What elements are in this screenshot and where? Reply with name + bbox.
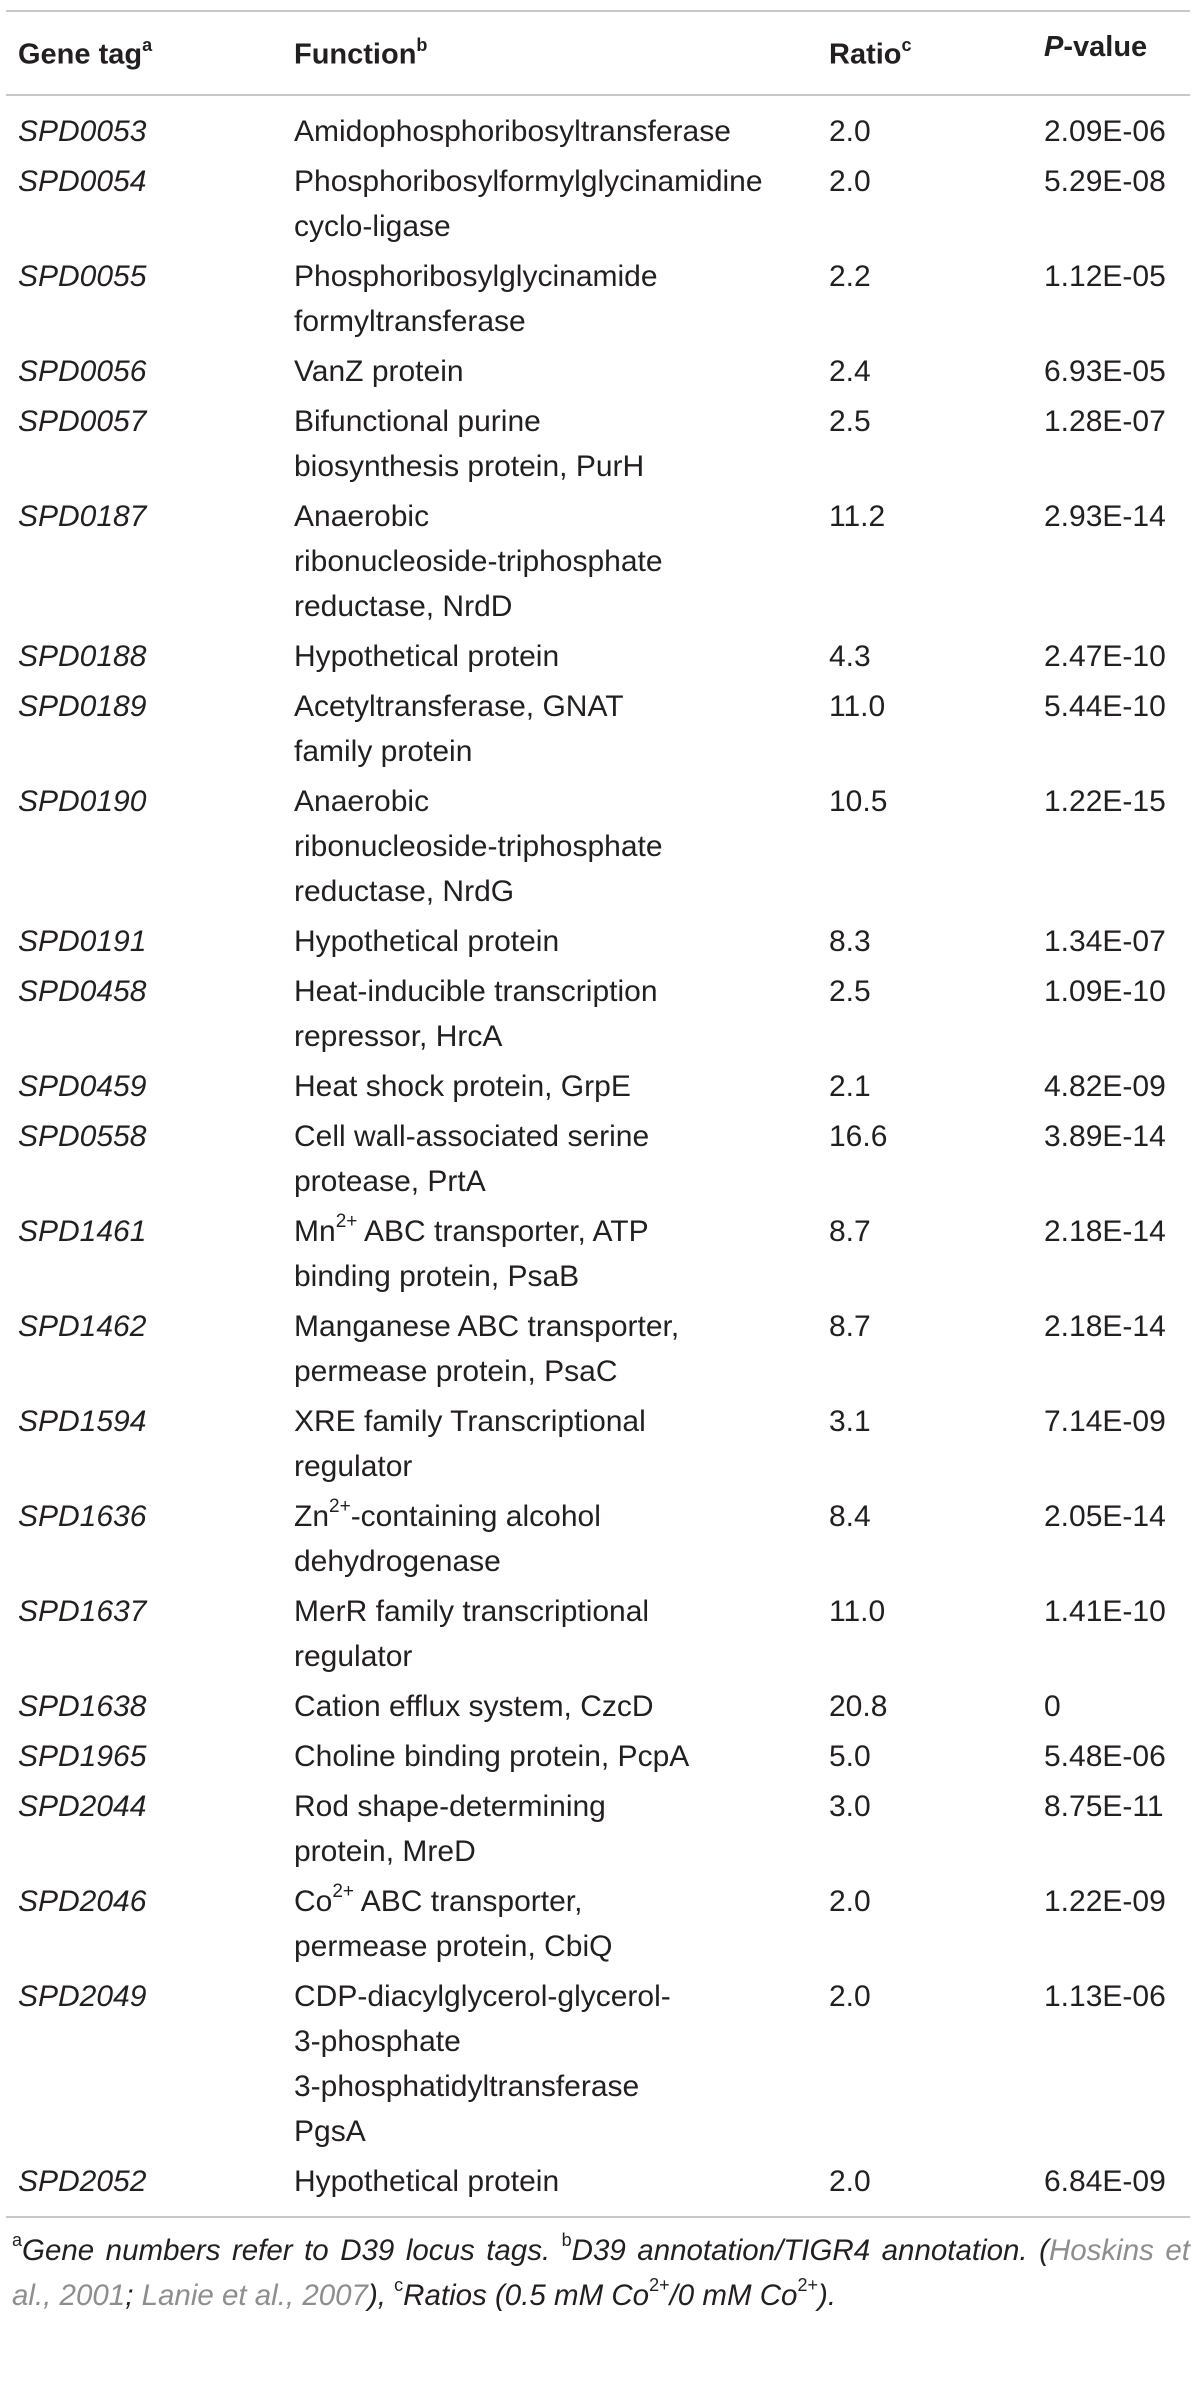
cell-function: Phosphoribosylformylglycinamidine cyclo-ligase xyxy=(294,164,763,243)
cell-p-value: 1.13E-06 xyxy=(1044,1979,1166,2013)
cell-p-value: 2.18E-14 xyxy=(1044,1214,1166,1248)
cell-gene-tag: SPD1594 xyxy=(18,1404,147,1438)
cell-gene-tag: SPD1461 xyxy=(18,1214,147,1248)
cell-p-value: 1.34E-07 xyxy=(1044,924,1166,958)
cell-gene-tag: SPD2052 xyxy=(18,2164,147,2198)
cell-function: Manganese ABC transporter, permease protein, PsaC xyxy=(294,1309,680,1388)
cell-gene-tag: SPD0187 xyxy=(18,499,147,533)
cell-ratio: 2.1 xyxy=(829,1069,871,1103)
table-row xyxy=(6,1494,1190,1589)
table-row xyxy=(6,494,1190,634)
cell-ratio: 8.3 xyxy=(829,924,871,958)
cell-function: Anaerobic ribonucleoside-triphosphate reductase, NrdG xyxy=(294,784,663,908)
cell-p-value: 1.28E-07 xyxy=(1044,404,1166,438)
cell-ratio: 20.8 xyxy=(829,1689,888,1723)
cell-p-value: 6.84E-09 xyxy=(1044,2164,1166,2198)
table-row xyxy=(6,2159,1190,2217)
cell-function: $Co^{2+}$ ABC transporter, permease protein, CbiQ xyxy=(294,1880,613,1963)
cell-p-value: 1.22E-09 xyxy=(1044,1884,1166,1918)
cell-gene-tag: SPD0191 xyxy=(18,924,147,958)
cell-ratio: 2.2 xyxy=(829,259,871,293)
table-row xyxy=(6,254,1190,349)
cell-p-value: 2.18E-14 xyxy=(1044,1309,1166,1343)
table-row xyxy=(6,159,1190,254)
cell-gene-tag: SPD1965 xyxy=(18,1739,147,1773)
cell-function: Phosphoribosylglycinamide formyltransferase xyxy=(294,259,658,338)
cell-ratio: 5.0 xyxy=(829,1739,871,1773)
cell-p-value: 1.22E-15 xyxy=(1044,784,1166,818)
cell-gene-tag: SPD0053 xyxy=(18,114,147,148)
cell-ratio: 3.0 xyxy=(829,1789,871,1823)
cell-function: Hypothetical protein xyxy=(294,924,560,958)
table-row xyxy=(6,779,1190,919)
cell-gene-tag: SPD1638 xyxy=(18,1689,147,1723)
cell-gene-tag: SPD0458 xyxy=(18,974,147,1008)
cell-function: XRE family Transcriptional regulator xyxy=(294,1404,646,1483)
cell-gene-tag: SPD0459 xyxy=(18,1069,147,1103)
cell-p-value: 2.47E-10 xyxy=(1044,639,1166,673)
cell-function: MerR family transcriptional regulator xyxy=(294,1594,650,1673)
table-row xyxy=(6,1974,1190,2159)
table-row xyxy=(6,634,1190,684)
table-row xyxy=(6,349,1190,399)
cell-p-value: 1.12E-05 xyxy=(1044,259,1166,293)
cell-ratio: 2.0 xyxy=(829,114,871,148)
cell-function: Choline binding protein, PcpA xyxy=(294,1739,690,1773)
cell-function: VanZ protein xyxy=(294,354,464,388)
cell-p-value: 2.93E-14 xyxy=(1044,499,1166,533)
table-row xyxy=(6,1064,1190,1114)
gene-expression-table xyxy=(6,10,1190,2218)
cell-gene-tag: SPD0054 xyxy=(18,164,147,198)
cell-gene-tag: SPD2049 xyxy=(18,1979,147,2013)
cell-function: Anaerobic ribonucleoside-triphosphate reductase, NrdD xyxy=(294,499,663,623)
table-row xyxy=(6,684,1190,779)
cell-p-value: 1.09E-10 xyxy=(1044,974,1166,1008)
table-row xyxy=(6,1684,1190,1734)
table-row xyxy=(6,1209,1190,1304)
footnote-marker-a: a xyxy=(142,35,153,55)
cell-function: $Mn^{2+}$ ABC transporter, ATP binding protein, PsaB xyxy=(294,1210,649,1293)
cell-p-value: 1.41E-10 xyxy=(1044,1594,1166,1628)
cell-p-value: 3.89E-14 xyxy=(1044,1119,1166,1153)
cell-p-value: 7.14E-09 xyxy=(1044,1404,1166,1438)
table-row xyxy=(6,919,1190,969)
table-row xyxy=(6,1304,1190,1399)
cell-ratio: 8.4 xyxy=(829,1499,871,1533)
cell-function: Hypothetical protein xyxy=(294,2164,560,2198)
table-row xyxy=(6,1784,1190,1879)
table-row xyxy=(6,969,1190,1064)
cell-gene-tag: SPD2044 xyxy=(18,1789,147,1823)
cell-p-value: 5.48E-06 xyxy=(1044,1739,1166,1773)
cell-gene-tag: SPD1462 xyxy=(18,1309,147,1343)
cell-ratio: 11.0 xyxy=(829,689,886,723)
table-row xyxy=(6,1589,1190,1684)
cell-ratio: 8.7 xyxy=(829,1309,871,1343)
cell-function: Hypothetical protein xyxy=(294,639,560,673)
cell-ratio: 4.3 xyxy=(829,639,871,673)
header-p-value: P-value xyxy=(1044,31,1148,63)
cell-gene-tag: SPD1636 xyxy=(18,1499,147,1533)
cell-gene-tag: SPD1637 xyxy=(18,1594,147,1628)
citation-lanie[interactable]: Lanie et al., 2007 xyxy=(141,2278,368,2312)
cell-function: Cell wall-associated serine protease, PrtA xyxy=(294,1119,650,1198)
cell-ratio: 11.0 xyxy=(829,1594,886,1628)
footnote-marker-c: c xyxy=(901,35,912,55)
cell-gene-tag: SPD0057 xyxy=(18,404,147,438)
cell-gene-tag: SPD0189 xyxy=(18,689,147,723)
cell-ratio: 11.2 xyxy=(829,499,886,533)
cell-ratio: 2.0 xyxy=(829,2164,871,2198)
table-row xyxy=(6,95,1190,159)
cell-ratio: 16.6 xyxy=(829,1119,888,1153)
table-row xyxy=(6,1879,1190,1974)
table-body xyxy=(6,95,1190,2217)
table-header xyxy=(6,11,1190,95)
cell-function: Heat-inducible transcription repressor, HrcA xyxy=(294,974,658,1053)
cell-ratio: 10.5 xyxy=(829,784,888,818)
cell-gene-tag: SPD0188 xyxy=(18,639,147,673)
cell-ratio: 2.0 xyxy=(829,1979,871,2013)
table-footnote: $^a$Gene numbers refer to D39 locus tags. $^b$D39 annotation/TIGR4 annotation. (Hoskins et al., 2001; Lanie et al., 2007), $^c$Ratios (0.5 mM $Co^{2+}/0$ mM $Co^{2+}$). xyxy=(12,2229,1190,2312)
cell-function: Heat shock protein, GrpE xyxy=(294,1069,631,1103)
cell-function: Bifunctional purine biosynthesis protein, PurH xyxy=(294,404,645,483)
table-page xyxy=(6,0,1190,2318)
table-row xyxy=(6,399,1190,494)
cell-p-value: 8.75E-11 xyxy=(1044,1789,1164,1823)
cell-gene-tag: SPD0056 xyxy=(18,354,147,388)
header-ratio: Ratio$^c$ xyxy=(829,35,912,71)
cell-ratio: 8.7 xyxy=(829,1214,871,1248)
cell-ratio: 2.4 xyxy=(829,354,871,388)
header-row xyxy=(6,11,1190,95)
table-row xyxy=(6,1114,1190,1209)
cell-p-value: 0 xyxy=(1044,1689,1061,1723)
cell-function: Amidophosphoribosyltransferase xyxy=(294,114,731,148)
cell-p-value: 5.44E-10 xyxy=(1044,689,1166,723)
cell-gene-tag: SPD2046 xyxy=(18,1884,147,1918)
table-row xyxy=(6,1734,1190,1784)
cell-p-value: 4.82E-09 xyxy=(1044,1069,1166,1103)
cell-p-value: 5.29E-08 xyxy=(1044,164,1166,198)
cell-p-value: 2.05E-14 xyxy=(1044,1499,1166,1533)
cell-function: Rod shape-determining protein, MreD xyxy=(294,1789,606,1868)
cell-ratio: 3.1 xyxy=(829,1404,871,1438)
header-gene-tag: Gene tag$^a$ xyxy=(18,35,153,71)
cell-ratio: 2.0 xyxy=(829,1884,871,1918)
citation-hoskins[interactable]: Hoskins et al., 2001 xyxy=(12,2233,1190,2312)
cell-p-value: 6.93E-05 xyxy=(1044,354,1166,388)
cell-function: Cation efflux system, CzcD xyxy=(294,1689,654,1723)
header-function: Function$^b$ xyxy=(294,35,428,71)
cell-gene-tag: SPD0190 xyxy=(18,784,147,818)
cell-ratio: 2.5 xyxy=(829,974,871,1008)
cell-gene-tag: SPD0055 xyxy=(18,259,147,293)
cell-function: Acetyltransferase, GNAT family protein xyxy=(294,689,624,768)
footnote-marker-b: b xyxy=(416,35,428,55)
cell-ratio: 2.0 xyxy=(829,164,871,198)
cell-gene-tag: SPD0558 xyxy=(18,1119,147,1153)
cell-function: CDP-diacylglycerol-glycerol- 3-phosphate 3-phosphatidyltransferase PgsA xyxy=(294,1979,671,2148)
cell-function: $Zn^{2+}$-containing alcohol dehydrogenase xyxy=(294,1495,601,1578)
cell-ratio: 2.5 xyxy=(829,404,871,438)
table-row xyxy=(6,1399,1190,1494)
cell-p-value: 2.09E-06 xyxy=(1044,114,1166,148)
